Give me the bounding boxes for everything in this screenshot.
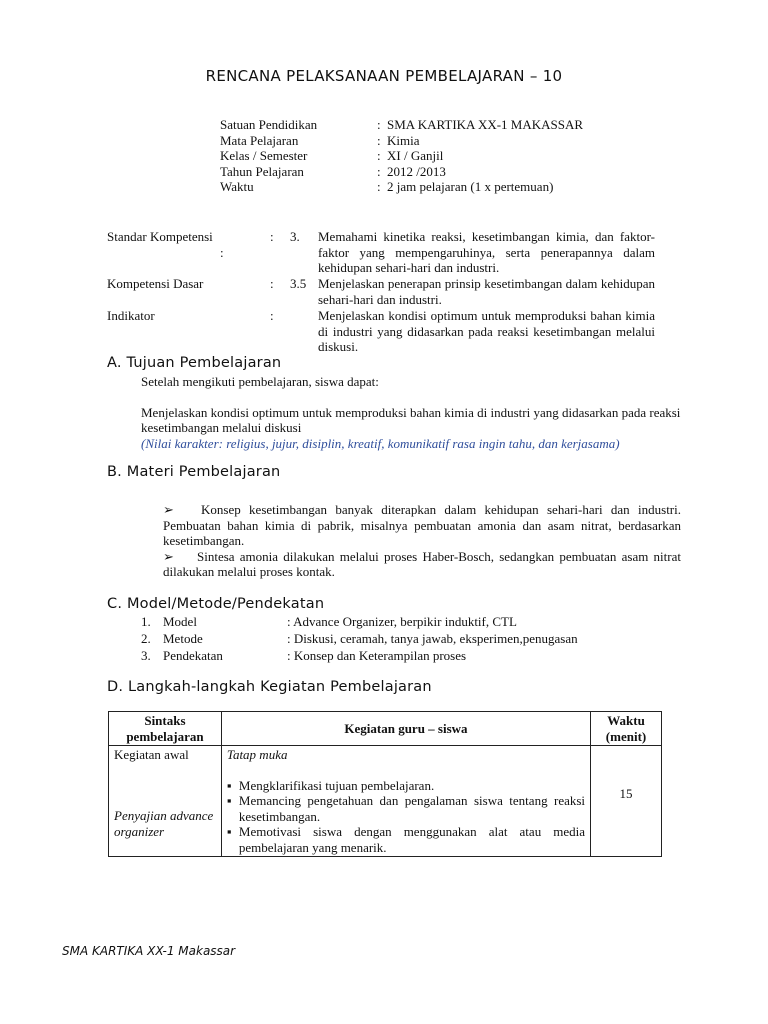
section-a-heading: A. Tujuan Pembelajaran bbox=[107, 355, 282, 371]
method-row bbox=[141, 648, 578, 665]
section-a-body bbox=[141, 374, 681, 451]
page-title: RENCANA PELAKSANAAN PEMBELAJARAN – 10 bbox=[205, 67, 563, 85]
method-label: Metode bbox=[163, 631, 203, 646]
identity-value: XI / Ganjil bbox=[387, 148, 444, 163]
section-c-heading: C. Model/Metode/Pendekatan bbox=[107, 596, 325, 612]
method-row bbox=[141, 614, 578, 631]
cell-sintaks bbox=[109, 746, 222, 857]
identity-row bbox=[220, 117, 583, 133]
header-kegiatan: Kegiatan guru – siswa bbox=[221, 712, 590, 746]
method-value: : Advance Organizer, berpikir induktif, CTL bbox=[287, 614, 517, 629]
list-item: ▪ Memancing pengetahuan dan pengalaman siswa tentang reaksi kesetimbangan. bbox=[227, 793, 585, 824]
method-row bbox=[141, 631, 578, 648]
table-row bbox=[109, 746, 662, 857]
sintaks-sub: Penyajian advance organizer bbox=[114, 808, 214, 839]
dasar-label: Kompetensi Dasar bbox=[107, 276, 204, 291]
identity-colon: : bbox=[377, 179, 381, 194]
indikator-label: Indikator bbox=[107, 308, 155, 323]
kegiatan-title: Tatap muka bbox=[226, 747, 288, 762]
cell-waktu: 15 bbox=[591, 746, 662, 857]
standar-kompetensi bbox=[107, 229, 655, 276]
dasar-colon: : bbox=[270, 276, 274, 291]
identity-row bbox=[220, 164, 583, 180]
indikator-colon: : bbox=[270, 308, 274, 323]
method-value: : Konsep dan Keterampilan proses bbox=[287, 648, 467, 663]
method-number: 2. bbox=[141, 631, 151, 646]
list-item: ▪ Memotivasi siswa dengan menggunakan alat atau media pembelajaran yang menarik. bbox=[227, 824, 585, 855]
identity-colon: : bbox=[377, 132, 381, 148]
section-a-intro: Setelah mengikuti pembelajaran, siswa dapat: bbox=[141, 374, 379, 389]
method-number: 3. bbox=[141, 648, 151, 663]
section-c-list bbox=[141, 614, 578, 665]
dasar-text: Menjelaskan penerapan prinsip kesetimbangan dalam kehidupan sehari-hari dan industri. bbox=[318, 276, 655, 307]
identity-row bbox=[220, 179, 583, 195]
identity-colon: : bbox=[377, 163, 381, 179]
section-a-character: (Nilai karakter: religius, jujur, disiplin, kreatif, komunikatif rasa ingin tahu, dan kerjasama) bbox=[141, 435, 620, 451]
identity-label: Kelas / Semester bbox=[220, 148, 308, 163]
arrow-bullet-icon: ➢ bbox=[163, 502, 174, 517]
dasar-number: 3.5 bbox=[290, 276, 307, 291]
kompetensi-dasar bbox=[107, 276, 655, 308]
identity-row bbox=[220, 148, 583, 164]
section-b-body bbox=[163, 502, 681, 580]
method-value: : Diskusi, ceramah, tanya jawab, eksperimen,penugasan bbox=[287, 631, 578, 646]
indikator bbox=[107, 308, 655, 355]
identity-label: Tahun Pelajaran bbox=[220, 163, 304, 179]
identity-label: Waktu bbox=[220, 179, 254, 194]
identity-value: SMA KARTIKA XX-1 MAKASSAR bbox=[387, 117, 584, 132]
table-header-row bbox=[109, 712, 662, 746]
arrow-bullet-icon: ➢ bbox=[163, 548, 174, 564]
identity-row bbox=[220, 133, 583, 149]
identity-label: Satuan Pendidikan bbox=[220, 117, 318, 132]
cell-kegiatan bbox=[221, 746, 590, 857]
identity-value: 2012 /2013 bbox=[387, 163, 446, 179]
indikator-text: Menjelaskan kondisi optimum untuk memproduksi bahan kimia di industri yang didasarkan pada reaksi kesetimbangan melalui diskusi. bbox=[318, 308, 655, 354]
standar-number: 3. bbox=[290, 229, 300, 244]
materi-text: Sintesa amonia dilakukan melalui proses Haber-Bosch, sedangkan pembuatan asam nitrat dilakukan melalui proses kontak. bbox=[163, 548, 681, 579]
list-item: ▪ Mengklarifikasi tujuan pembelajaran. bbox=[227, 778, 585, 794]
method-label: Model bbox=[163, 614, 197, 629]
identity-colon: : bbox=[377, 148, 381, 163]
header-sintaks: Sintaks pembelajaran bbox=[109, 712, 222, 746]
identity-block bbox=[220, 117, 583, 195]
standar-label: Standar Kompetensi bbox=[107, 229, 213, 244]
identity-label: Mata Pelajaran bbox=[220, 132, 299, 148]
standar-colon-wrap: : bbox=[220, 245, 224, 260]
method-number: 1. bbox=[141, 614, 151, 629]
section-b-heading: B. Materi Pembelajaran bbox=[107, 464, 281, 480]
identity-value: Kimia bbox=[387, 132, 420, 148]
sintaks-main: Kegiatan awal bbox=[114, 747, 189, 762]
section-d-heading: D. Langkah-langkah Kegiatan Pembelajaran bbox=[107, 679, 432, 695]
identity-colon: : bbox=[377, 117, 381, 132]
footer-text: SMA KARTIKA XX-1 Makassar bbox=[62, 944, 236, 958]
standar-text: Memahami kinetika reaksi, kesetimbangan kimia, dan faktor-faktor yang mempengaruhinya, serta penerapannya dalam kehidupan sehari-hari dan industri. bbox=[318, 229, 655, 275]
activity-table bbox=[108, 711, 662, 857]
materi-item bbox=[163, 502, 681, 549]
competency-block bbox=[107, 229, 655, 355]
kegiatan-list bbox=[227, 778, 585, 856]
materi-text: Konsep kesetimbangan banyak diterapkan dalam kehidupan sehari-hari dan industri. Pembuatan bahan kimia di pabrik, misalnya pembuatan amonia dan asam nitrat, berdasarkan kesetimbangan. bbox=[163, 502, 681, 548]
header-waktu: Waktu (menit) bbox=[591, 712, 662, 746]
section-a-goal: Menjelaskan kondisi optimum untuk memproduksi bahan kimia di industri yang didasarkan pada reaksi kesetimbangan melalui diskusi bbox=[141, 404, 681, 435]
standar-colon: : bbox=[270, 229, 274, 244]
method-label: Pendekatan bbox=[163, 648, 223, 663]
identity-value: 2 jam pelajaran (1 x pertemuan) bbox=[387, 179, 554, 194]
materi-item bbox=[163, 549, 681, 580]
